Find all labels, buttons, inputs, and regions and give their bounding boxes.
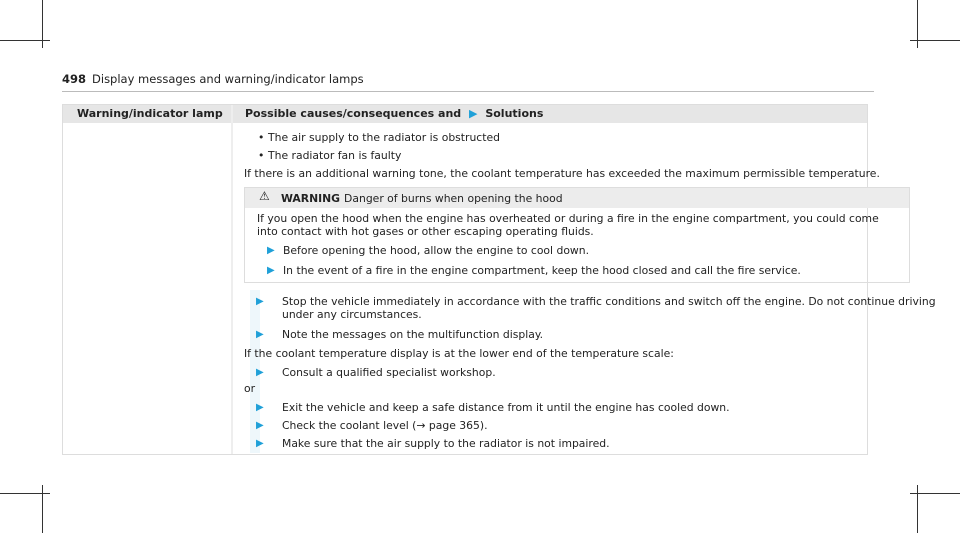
step-arrow-icon: ▶ bbox=[256, 296, 264, 307]
warning-box bbox=[244, 187, 910, 283]
warning-header bbox=[245, 188, 909, 208]
warning-label: WARNING bbox=[281, 192, 341, 205]
bullet-item: • The air supply to the radiator is obstructed bbox=[256, 131, 940, 144]
step-text: Check the coolant level (→ page 365). bbox=[282, 419, 488, 432]
crop-mark bbox=[910, 493, 960, 494]
step-arrow-icon: ▶ bbox=[256, 438, 264, 449]
step-text: Make sure that the air supply to the radiator is not impaired. bbox=[282, 437, 610, 450]
info-table bbox=[62, 104, 936, 455]
warning-title bbox=[281, 192, 563, 205]
step-item bbox=[256, 295, 954, 321]
page-title: Display messages and warning/indicator lamps bbox=[92, 72, 364, 86]
bullet-item: • The radiator fan is faulty bbox=[256, 149, 940, 162]
crop-mark bbox=[0, 493, 50, 494]
condition-text: If the coolant temperature display is at the lower end of the temperature scale: bbox=[244, 347, 674, 360]
column-header-solutions: Solutions bbox=[485, 107, 544, 120]
or-text: or bbox=[244, 382, 256, 395]
step-text: Exit the vehicle and keep a safe distance from it until the engine has cooled down. bbox=[282, 401, 730, 414]
warning-step-text: In the event of a fire in the engine compartment, keep the hood closed and call the fire service. bbox=[283, 264, 801, 277]
step-text: Note the messages on the multifunction display. bbox=[282, 328, 544, 341]
step-arrow-icon: ▶ bbox=[256, 367, 264, 378]
step-arrow-icon: ▶ bbox=[256, 420, 264, 431]
step-arrow-icon: ▶ bbox=[256, 402, 264, 413]
column-divider bbox=[231, 105, 233, 454]
step-item bbox=[256, 437, 954, 450]
column-header-text: Possible causes/consequences and bbox=[245, 107, 462, 120]
crop-mark bbox=[0, 40, 50, 41]
step-text: Stop the vehicle immediately in accordance with the traffic conditions and switch off the engine. Do not continue driving under any circumstances. bbox=[282, 295, 936, 321]
page-header bbox=[62, 72, 364, 86]
intro-text: If there is an additional warning tone, the coolant temperature has exceeded the maximum permissible temperature. bbox=[244, 167, 880, 180]
step-arrow-icon: ▶ bbox=[267, 265, 275, 276]
warning-triangle-icon: ⚠ bbox=[259, 189, 270, 203]
warning-body: If you open the hood when the engine has overheated or during a fire in the engine compartment, you could come into contact with hot gases or other escaping operating fluids. bbox=[257, 212, 879, 238]
column-header-causes bbox=[233, 105, 867, 123]
step-arrow-icon: ▶ bbox=[267, 245, 275, 256]
warning-step-text: Before opening the hood, allow the engine to cool down. bbox=[283, 244, 590, 257]
page-number: 498 bbox=[62, 72, 87, 86]
step-item bbox=[256, 366, 954, 379]
crop-mark bbox=[910, 40, 960, 41]
step-item bbox=[256, 401, 954, 414]
warning-step bbox=[257, 264, 897, 277]
column-header-lamp: Warning/indicator lamp bbox=[63, 105, 231, 123]
warning-step bbox=[257, 244, 897, 257]
step-item bbox=[256, 328, 954, 341]
play-arrow-icon: ▶ bbox=[469, 107, 478, 120]
warning-title-text: Danger of burns when opening the hood bbox=[344, 192, 563, 205]
step-arrow-icon: ▶ bbox=[256, 329, 264, 340]
step-text: Consult a qualified specialist workshop. bbox=[282, 366, 496, 379]
step-item bbox=[256, 419, 954, 432]
header-rule bbox=[62, 91, 874, 92]
